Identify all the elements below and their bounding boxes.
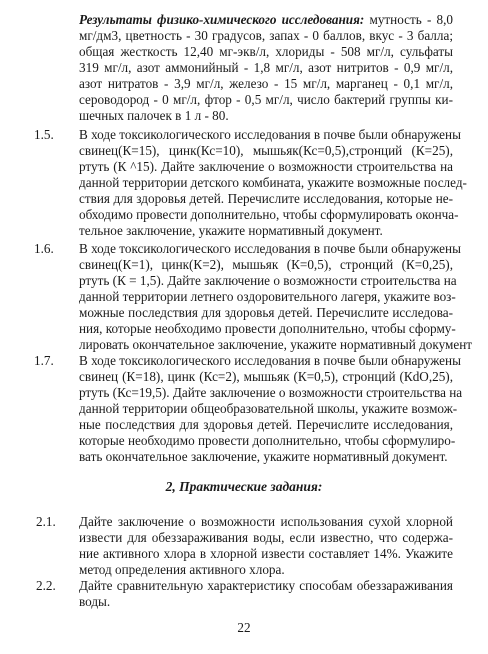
- task-line: ные последствия для здоровья детей. Перечислите исследования,: [79, 417, 453, 432]
- task-line: свинец(К=15), цинк(Кс=10), мышьяк(Кс=0,5),стронций (К=25),: [79, 143, 453, 158]
- task-line: В ходе токсикологического исследования в почве были обнаружены: [79, 353, 461, 368]
- task-line: ртуть (К ^15). Дайте заключение о возможности строительства на: [79, 159, 453, 174]
- task-line: ния, которые необходимо провести дополнительно, чтобы сформу-: [79, 321, 456, 336]
- section-heading: 2, Практические задания:: [165, 479, 323, 494]
- task-line: Дайте сравнительную характеристику способам обеззараживания: [79, 578, 453, 593]
- task-line: данной территории детского комбината, укажите возможные послед-: [79, 175, 467, 190]
- task-line: ствия для здоровья детей. Перечислите исследования, которые не-: [79, 191, 453, 206]
- results-line-0: [79, 12, 453, 28]
- results-line: мг/дм3, цветность - 30 градусов, запах - 0 баллов, вкус - 3 балла;: [79, 28, 453, 43]
- task-line: метод определения активного хлора.: [79, 562, 285, 577]
- results-line: азот нитратов - 3,9 мг/л, железо - 15 мг/л, марганец - 0,1 мг/л,: [79, 76, 453, 91]
- task-number: 1.7.: [34, 353, 54, 368]
- task-number: 2.2.: [36, 578, 56, 593]
- results-line: шечных палочек в 1 л - 80.: [79, 108, 229, 123]
- task-line: свинец (К=18), цинк (Кс=2), мышьяк (К=0,5), стронций (КdО,25),: [79, 369, 453, 384]
- task-line: ртуть (К = 1,5). Дайте заключение о возможности строительства на: [79, 273, 457, 288]
- task-line: ртуть (Кс=19,5). Дайте заключение о возможности строительства на: [79, 385, 463, 400]
- results-label: Результаты физико-химического исследования:: [79, 12, 365, 27]
- task-line: вать окончательное заключение, укажите нормативный документ.: [79, 449, 448, 464]
- task-line: можные последствия для здоровья детей. Перечислите исследова-: [79, 305, 453, 320]
- task-line: ние активного хлора в хлорной извести составляет 14%. Укажите: [79, 546, 453, 561]
- task-line: В ходе токсикологического исследования в почве были обнаружены: [79, 241, 461, 256]
- task-line: извести для обеззараживания воды, если известно, что содержа-: [79, 530, 453, 545]
- task-number: 2.1.: [36, 514, 56, 529]
- task-line: В ходе токсикологического исследования в почве были обнаружены: [79, 127, 461, 142]
- task-line: воды.: [79, 594, 111, 609]
- results-line: 319 мг/л, азот аммонийный - 1,8 мг/л, азот нитритов - 0,9 мг/л,: [79, 60, 453, 75]
- task-line: данной территории общеобразовательной школы, укажите возмож-: [79, 401, 458, 416]
- page-number: 22: [237, 620, 251, 635]
- task-line: данной территории летнего оздоровительного лагеря, укажите воз-: [79, 289, 456, 304]
- task-number: 1.5.: [34, 127, 54, 142]
- task-line: тельное заключение, укажите нормативный документ.: [79, 223, 383, 238]
- task-line: которые необходимо провести дополнительно, чтобы сформулиро-: [79, 433, 456, 448]
- task-line: свинец(К=1), цинк(К=2), мышьяк (К=0,5), стронций (К=0,25),: [79, 257, 453, 272]
- task-line: обходимо провести дополнительно, чтобы сформулировать оконча-: [79, 207, 459, 222]
- results-line-0-text: мутность - 8,0: [364, 12, 453, 27]
- task-line: Дайте заключение о возможности использования сухой хлорной: [79, 514, 453, 529]
- results-line: сероводород - 0 мг/л, фтор - 0,5 мг/л, число бактерий группы ки-: [79, 92, 453, 107]
- task-number: 1.6.: [34, 241, 54, 256]
- task-line: лировать окончательное заключение, укажите нормативный документ: [79, 337, 473, 352]
- results-line: общая жесткость 12,40 мг-экв/л, хлориды - 508 мг/л, сульфаты: [79, 44, 453, 59]
